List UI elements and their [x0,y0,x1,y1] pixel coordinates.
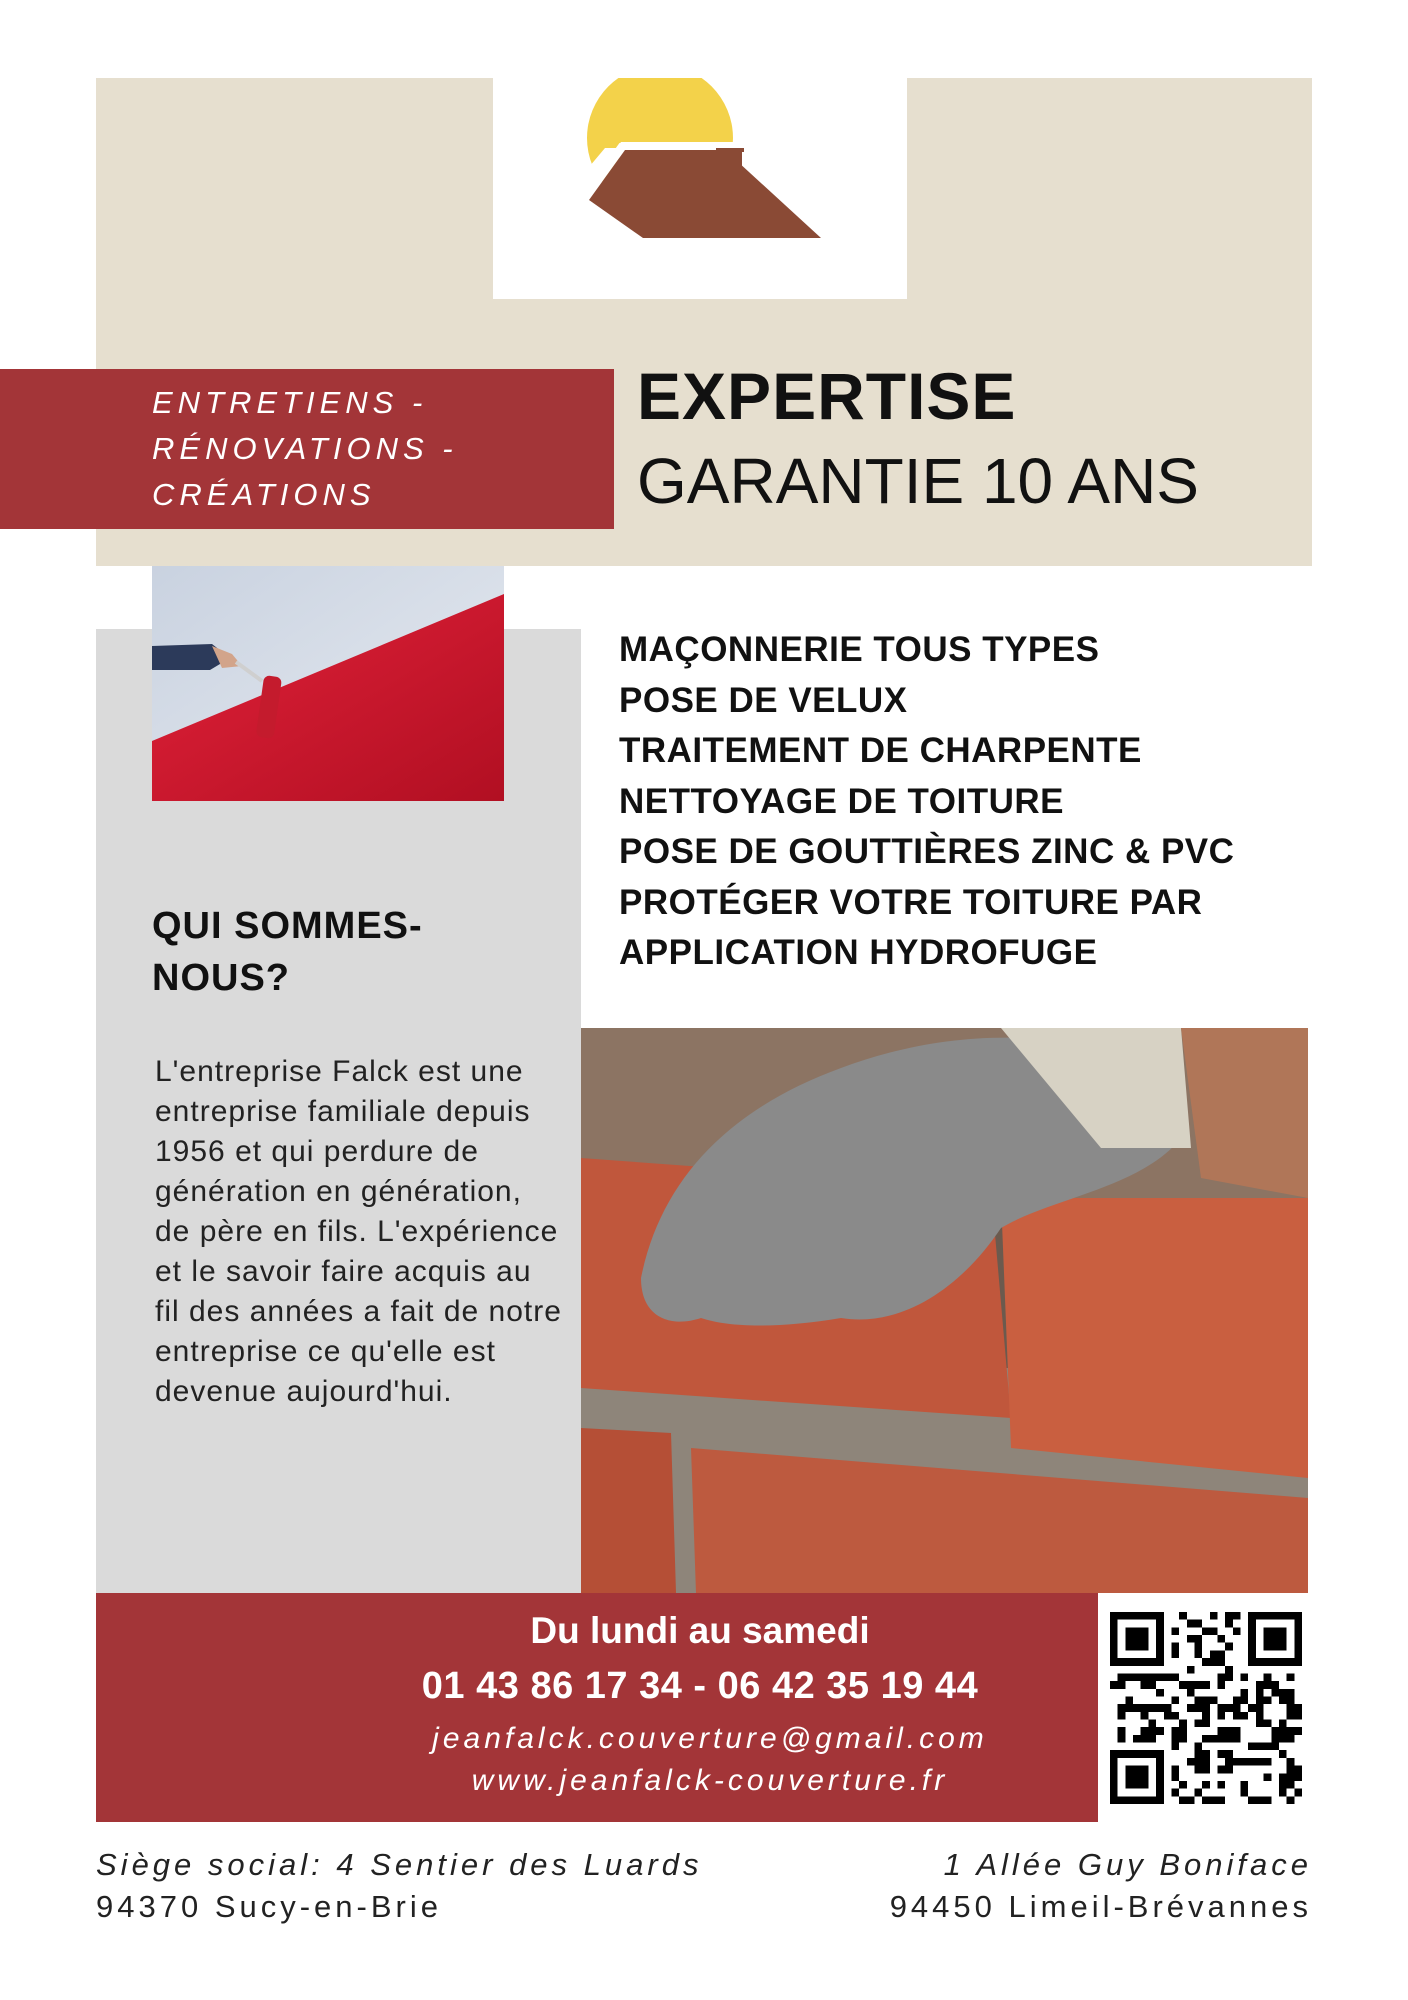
service-item: MAÇONNERIE TOUS TYPES [619,630,1100,669]
head-office-address [96,1844,702,1928]
services-list [619,625,1234,979]
website-link[interactable]: www.jeanfalck-couverture.fr [471,1764,949,1797]
headline-expertise: EXPERTISE [637,359,1017,433]
service-item: POSE DE GOUTTIÈRES ZINC & PVC [619,832,1235,871]
qr-code-icon[interactable] [1110,1612,1302,1804]
head-office-city: 94370 Sucy-en-Brie [96,1889,442,1924]
service-item: TRAITEMENT DE CHARPENTE [619,731,1142,770]
tagline: ENTRETIENS - RÉNOVATIONS - CRÉATIONS [152,385,458,512]
headline-guarantee: GARANTIE 10 ANS [637,445,1199,517]
second-address-city: 94450 Limeil-Brévannes [889,1889,1312,1924]
about-title: QUI SOMMES-NOUS? [152,905,423,999]
service-item: PROTÉGER VOTRE TOITURE PAR [619,882,1203,922]
bricklaying-photo [581,1028,1308,1593]
company-logo [493,78,907,299]
paint-roller-photo [152,566,504,801]
service-item: APPLICATION HYDROFUGE [619,933,1098,972]
second-address [800,1844,1312,1928]
about-text: L'entreprise Falck est une entreprise familiale depuis 1956 et qui perdure de génération en génération, de père en fils. L'expérience et le savoir faire acquis au fil des années a fait de notre entreprise ce qu'elle est devenue aujourd'hui. [155,1055,562,1408]
head-office-line: Siège social: 4 Sentier des Luards [96,1847,703,1882]
sun-roof-logo-icon [493,78,907,299]
phone-numbers[interactable]: 01 43 86 17 34 - 06 42 35 19 44 [421,1665,979,1707]
service-item: NETTOYAGE DE TOITURE [619,781,1064,821]
email-link[interactable]: jeanfalck.couverture@gmail.com [432,1722,988,1755]
service-item: POSE DE VELUX [619,680,908,720]
second-address-line: 1 Allée Guy Boniface [943,1847,1312,1882]
opening-hours: Du lundi au samedi [530,1610,870,1651]
